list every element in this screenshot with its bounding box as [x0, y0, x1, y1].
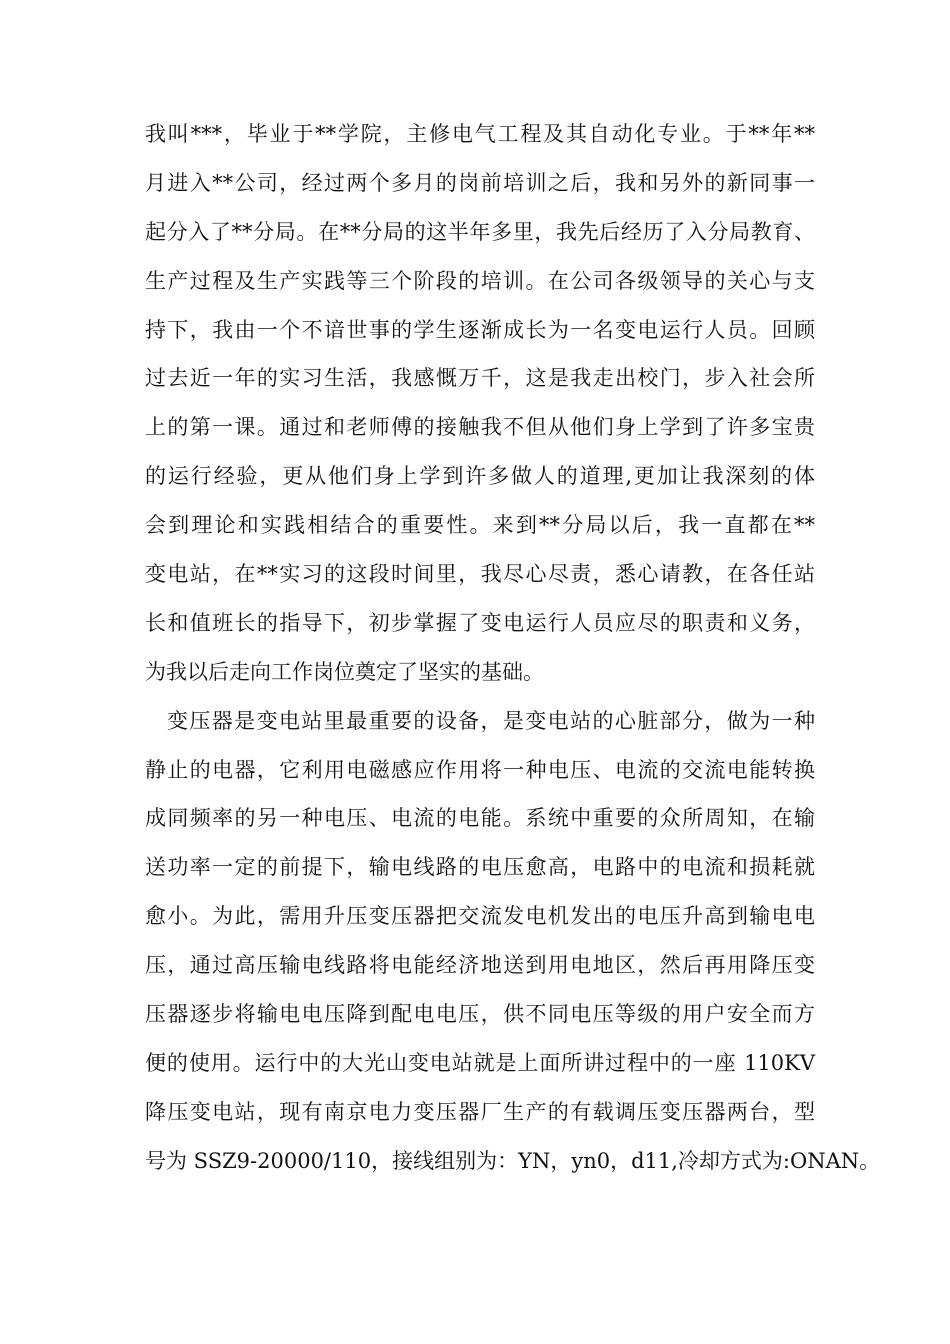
- text-line: 上的第一课。通过和老师傅的接触我不但从他们身上学到了许多宝贵: [145, 415, 815, 440]
- paragraph-intro: [145, 110, 815, 697]
- text-line: 起分入了**分局。在**分局的这半年多里，我先后经历了入分局教育、: [145, 219, 815, 244]
- text-line: 过去近一年的实习生活，我感慨万千，这是我走出校门，步入社会所: [145, 366, 815, 391]
- text-line: 变电站，在**实习的这段时间里，我尽心尽责，悉心请教，在各任站: [145, 562, 815, 587]
- text-line: 静止的电器，它利用电磁感应作用将一种电压、电流的交流电能转换: [145, 757, 815, 782]
- text-line: 压器逐步将输电电压降到配电电压，供不同电压等级的用户安全而方: [145, 1002, 815, 1027]
- text-line: 成同频率的另一种电压、电流的电能。系统中重要的众所周知，在输: [145, 806, 815, 831]
- document-body: [145, 110, 881, 1186]
- text-line: 号为 SSZ9-20000/110，接线组别为：YN，yn0，d11,冷却方式为:ONAN。: [145, 1148, 881, 1173]
- text-line: 便的使用。运行中的大光山变电站就是上面所讲过程中的一座 110KV: [145, 1050, 815, 1075]
- text-line: 我叫***，毕业于**学院，主修电气工程及其自动化专业。于**年**: [145, 122, 815, 146]
- text-line: 为我以后走向工作岗位奠定了坚实的基础。: [145, 659, 544, 684]
- text-line: 送功率一定的前提下，输电线路的电压愈高，电路中的电流和损耗就: [145, 855, 815, 880]
- text-line: 长和值班长的指导下，初步掌握了变电运行人员应尽的职责和义务，: [145, 610, 815, 635]
- text-line: 会到理论和实践相结合的重要性。来到**分局以后，我一直都在**: [145, 513, 815, 538]
- text-line: 月进入**公司，经过两个多月的岗前培训之后，我和另外的新同事一: [145, 170, 815, 195]
- text-line: 愈小。为此，需用升压变压器把交流发电机发出的电压升高到输电电: [145, 904, 815, 929]
- text-line: 变压器是变电站里最重要的设备，是变电站的心脏部分，做为一种: [167, 708, 815, 733]
- text-line: 的运行经验，更从他们身上学到许多做人的道理,更加让我深刻的体: [145, 464, 815, 489]
- paragraph-transformer: [145, 697, 881, 1186]
- text-line: 降压变电站，现有南京电力变压器厂生产的有载调压变压器两台，型: [145, 1099, 815, 1124]
- text-line: 持下，我由一个不谙世事的学生逐渐成长为一名变电运行人员。回顾: [145, 317, 815, 342]
- text-line: 生产过程及生产实践等三个阶段的培训。在公司各级领导的关心与支: [145, 268, 815, 293]
- text-line: 压，通过高压输电线路将电能经济地送到用电地区，然后再用降压变: [145, 953, 815, 978]
